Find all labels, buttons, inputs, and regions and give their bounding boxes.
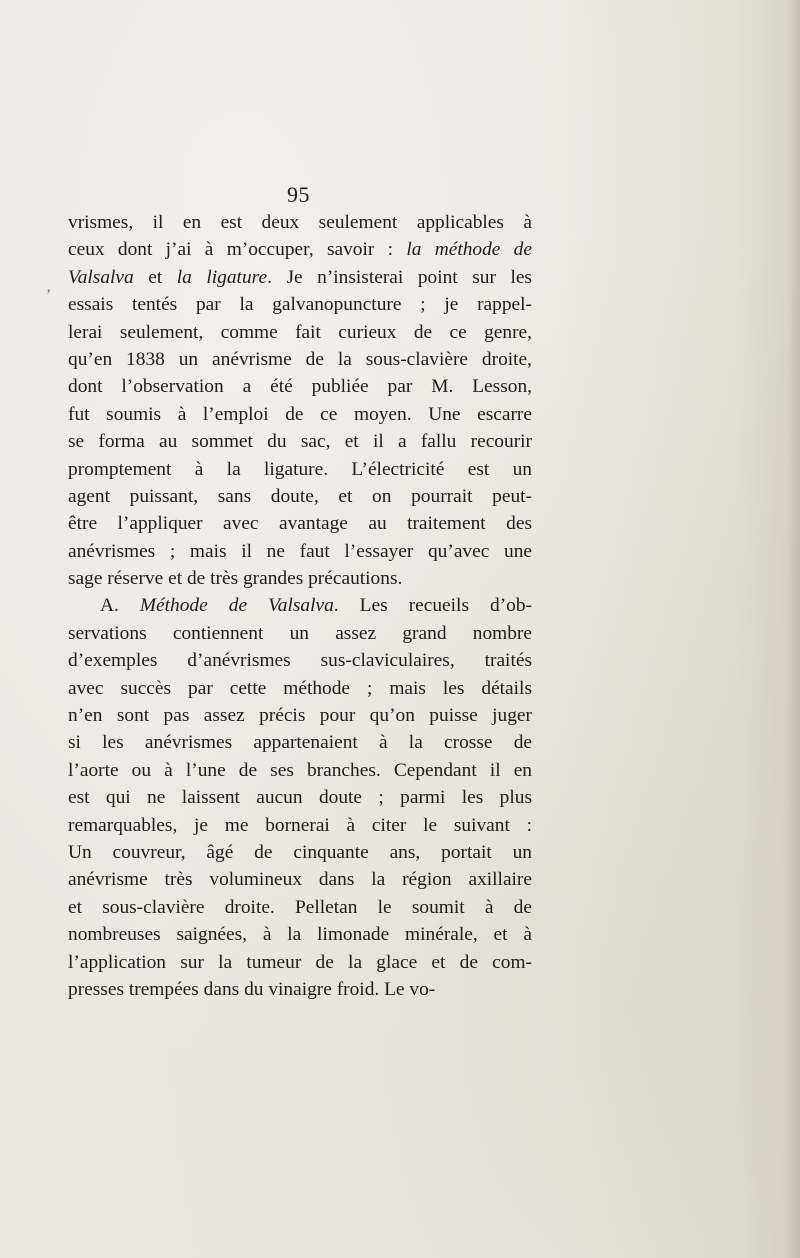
text-line: l’aorte ou à l’une de ses branches. Cependant il en [68,759,532,781]
italic-text: la ligature [176,266,268,288]
text-line: fut soumis à l’emploi de ce moyen. Une escarre [68,403,532,425]
text-line: lerai seulement, comme fait curieux de ce genre, [68,321,532,343]
text-line: et sous-clavière droite. Pelletan le soumit à de [68,896,532,918]
italic-text: la méthode de [406,239,532,261]
text-line: l’application sur la tumeur de la glace et de com- [68,951,532,973]
italic-text: Méthode de Valsalva [139,595,334,617]
text-line: avec succès par cette méthode ; mais les détails [68,677,532,699]
text-line: agent puissant, sans doute, et on pourrait peut- [68,485,532,507]
text-line: se forma au sommet du sac, et il a fallu recourir [68,431,532,453]
text-line: promptement à la ligature. L’électricité est un [68,458,532,480]
text-line: A. Méthode de Valsalva. Les recueils d’ob- [100,595,533,617]
text-line: essais tentés par la galvanopuncture ; je rappel- [68,294,532,316]
text-line: anévrismes ; mais il ne faut l’essayer qu’avec une [68,540,532,562]
page-number: 95 [287,182,310,207]
text-line: est qui ne laissent aucun doute ; parmi les plus [68,787,532,809]
text-line: dont l’observation a été publiée par M. Lesson, [68,376,532,398]
text-line: vrismes, il en est deux seulement applicables à [68,212,532,233]
text-line: Un couvreur, âgé de cinquante ans, portait un [68,841,532,863]
text-line: ceux dont j’ai à m’occuper, savoir : la méthode de [68,239,532,261]
italic-text: Valsalva [68,266,134,288]
text-line: remarquables, je me bornerai à citer le suivant : [68,814,532,836]
text-line: servations contiennent un assez grand nombre [68,622,532,644]
text-line: si les anévrismes appartenaient à la crosse de [68,732,532,754]
text-line: sage réserve et de très grandes précautions. [68,568,403,590]
page-edge-shadow [786,0,800,1258]
text-line: être l’appliquer avec avantage au traitement des [68,513,532,535]
text-line: qu’en 1838 un anévrisme de la sous-clavière droite, [68,348,532,370]
text-line: n’en sont pas assez précis pour qu’on puisse juger [68,705,532,727]
text-line: presses trempées dans du vinaigre froid. Le vo- [68,978,436,1000]
text-line: anévrisme très volumineux dans la région axillaire [68,869,532,891]
text-line: nombreuses saignées, à la limonade minérale, et à [68,924,532,946]
text-line: Valsalva et la ligature. Je n’insisterai point sur les [68,266,532,288]
margin-mark: ‚ [46,278,52,295]
body-text [68,209,532,1003]
text-line: d’exemples d’anévrismes sus-claviculaires, traités [68,650,532,672]
